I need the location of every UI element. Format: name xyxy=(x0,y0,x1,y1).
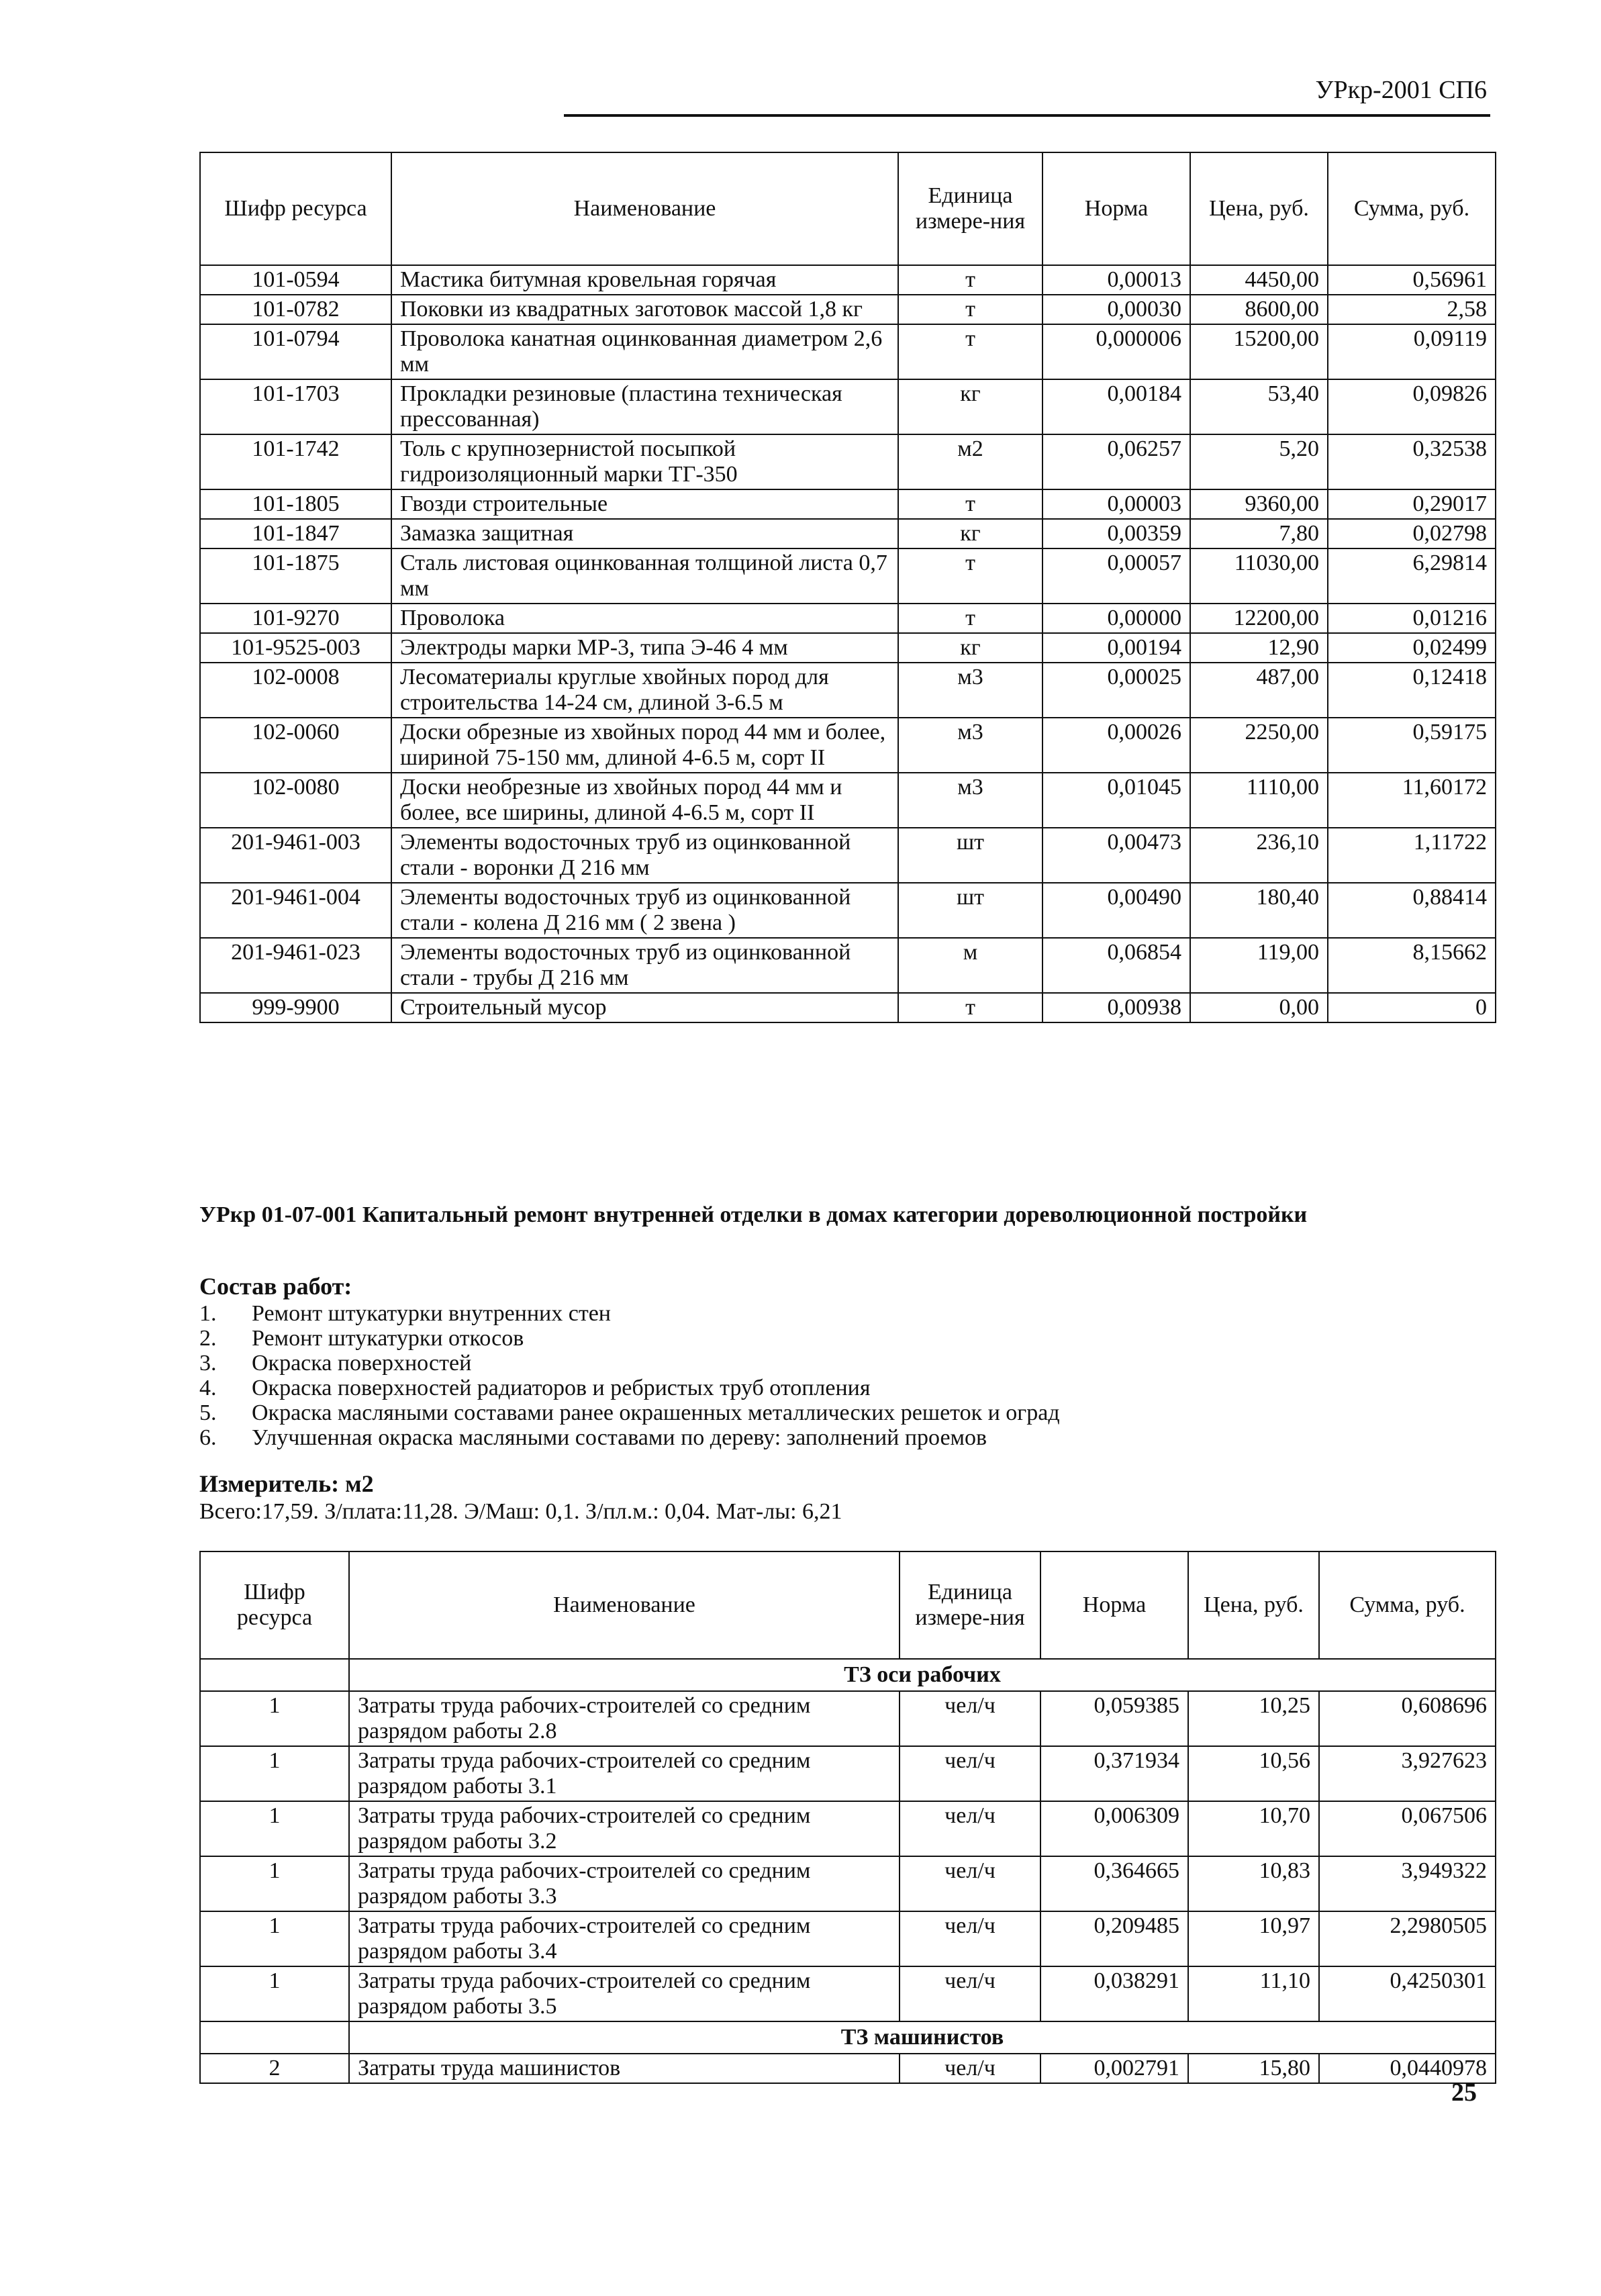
cell-sum: 0,02499 xyxy=(1328,633,1496,663)
cell-name: Затраты труда рабочих-строителей со средним разрядом работы 3.5 xyxy=(349,1966,900,2021)
column-header-price: Цена, руб. xyxy=(1188,1551,1319,1659)
cell-code: 102-0008 xyxy=(200,663,391,718)
cell-sum: 0,32538 xyxy=(1328,434,1496,489)
cell-norm: 0,00030 xyxy=(1042,295,1190,324)
cell-price: 487,00 xyxy=(1190,663,1328,718)
cell-sum: 0,4250301 xyxy=(1319,1966,1496,2021)
cell-sum: 0,01216 xyxy=(1328,604,1496,633)
column-header-code: Шифр ресурса xyxy=(200,1551,349,1659)
cell-code: 1 xyxy=(200,1801,349,1856)
group-spacer-cell xyxy=(200,2021,349,2054)
cell-price: 1110,00 xyxy=(1190,773,1328,828)
cell-sum: 0,02798 xyxy=(1328,519,1496,548)
column-header-norm: Норма xyxy=(1042,152,1190,265)
cell-unit: м xyxy=(898,938,1042,993)
table-row xyxy=(200,773,1496,828)
cell-unit: кг xyxy=(898,633,1042,663)
cell-name: Поковки из квадратных заготовок массой 1,8 кг xyxy=(391,295,898,324)
group-row xyxy=(200,1659,1496,1691)
cell-price: 10,70 xyxy=(1188,1801,1319,1856)
cell-price: 10,97 xyxy=(1188,1911,1319,1966)
column-header-sum: Сумма, руб. xyxy=(1328,152,1496,265)
cell-norm: 0,06854 xyxy=(1042,938,1190,993)
group-title: ТЗ оси рабочих xyxy=(349,1659,1496,1691)
cell-name: Затраты труда рабочих-строителей со средним разрядом работы 3.2 xyxy=(349,1801,900,1856)
cell-unit: т xyxy=(898,604,1042,633)
cell-sum: 0,608696 xyxy=(1319,1691,1496,1746)
table-row xyxy=(200,1801,1496,1856)
cell-code: 201-9461-004 xyxy=(200,883,391,938)
work-item xyxy=(199,1326,1060,1351)
column-header-sum: Сумма, руб. xyxy=(1319,1551,1496,1659)
resources-table xyxy=(199,152,1496,1023)
cell-code: 1 xyxy=(200,1966,349,2021)
cell-price: 15200,00 xyxy=(1190,324,1328,379)
cell-code: 101-0594 xyxy=(200,265,391,295)
table-row xyxy=(200,993,1496,1022)
work-item-text: Окраска поверхностей радиаторов и ребристых труб отопления xyxy=(252,1376,871,1400)
cell-code: 101-1742 xyxy=(200,434,391,489)
column-header-price: Цена, руб. xyxy=(1190,152,1328,265)
table-row xyxy=(200,633,1496,663)
cell-unit: м3 xyxy=(898,773,1042,828)
group-row xyxy=(200,2021,1496,2054)
cell-sum: 0,067506 xyxy=(1319,1801,1496,1856)
cell-norm: 0,06257 xyxy=(1042,434,1190,489)
works-heading: Состав работ: xyxy=(199,1273,352,1300)
table-row xyxy=(200,828,1496,883)
cell-unit: чел/ч xyxy=(900,1801,1040,1856)
cell-code: 102-0080 xyxy=(200,773,391,828)
cell-norm: 0,00194 xyxy=(1042,633,1190,663)
measure-unit: Измеритель: м2 xyxy=(199,1470,374,1497)
cell-norm: 0,00003 xyxy=(1042,489,1190,519)
cell-name: Лесоматериалы круглые хвойных пород для строительства 14-24 см, длиной 3-6.5 м xyxy=(391,663,898,718)
cell-price: 12,90 xyxy=(1190,633,1328,663)
work-item-text: Улучшенная окраска масляными составами по дереву: заполнений проемов xyxy=(252,1425,987,1450)
cell-unit: т xyxy=(898,489,1042,519)
labor-table xyxy=(199,1551,1496,2084)
cell-norm: 0,006309 xyxy=(1040,1801,1188,1856)
table-row xyxy=(200,1911,1496,1966)
cell-unit: т xyxy=(898,324,1042,379)
cell-sum: 0,88414 xyxy=(1328,883,1496,938)
cell-price: 8600,00 xyxy=(1190,295,1328,324)
group-spacer-cell xyxy=(200,1659,349,1691)
cell-sum: 11,60172 xyxy=(1328,773,1496,828)
cell-sum: 0,56961 xyxy=(1328,265,1496,295)
works-list xyxy=(199,1301,1060,1450)
work-item-number: 1. xyxy=(199,1301,217,1326)
table-row xyxy=(200,519,1496,548)
cell-sum: 2,2980505 xyxy=(1319,1911,1496,1966)
cell-norm: 0,00184 xyxy=(1042,379,1190,434)
cell-sum: 2,58 xyxy=(1328,295,1496,324)
cell-code: 101-1703 xyxy=(200,379,391,434)
cell-code: 102-0060 xyxy=(200,718,391,773)
table-row xyxy=(200,548,1496,604)
cell-norm: 0,00000 xyxy=(1042,604,1190,633)
table-row xyxy=(200,2054,1496,2083)
cell-sum: 0 xyxy=(1328,993,1496,1022)
cell-code: 101-9270 xyxy=(200,604,391,633)
cell-name: Элементы водосточных труб из оцинкованной стали - колена Д 216 мм ( 2 звена ) xyxy=(391,883,898,938)
table-row xyxy=(200,434,1496,489)
cell-unit: чел/ч xyxy=(900,1691,1040,1746)
cell-code: 999-9900 xyxy=(200,993,391,1022)
cell-code: 1 xyxy=(200,1691,349,1746)
cell-name: Затраты труда рабочих-строителей со средним разрядом работы 3.3 xyxy=(349,1856,900,1911)
cell-price: 11030,00 xyxy=(1190,548,1328,604)
table-row xyxy=(200,1746,1496,1801)
work-item-number: 3. xyxy=(199,1351,217,1376)
cell-unit: чел/ч xyxy=(900,1966,1040,2021)
section-title: УРкр 01-07-001 Капитальный ремонт внутренней отделки в домах категории дореволюционной постройки xyxy=(199,1202,1308,1227)
cell-sum: 8,15662 xyxy=(1328,938,1496,993)
cell-price: 11,10 xyxy=(1188,1966,1319,2021)
work-item xyxy=(199,1400,1060,1425)
cell-unit: кг xyxy=(898,519,1042,548)
cell-unit: чел/ч xyxy=(900,1856,1040,1911)
work-item xyxy=(199,1301,1060,1326)
cell-price: 53,40 xyxy=(1190,379,1328,434)
table-row xyxy=(200,1856,1496,1911)
column-header-name: Наименование xyxy=(391,152,898,265)
cell-code: 101-1805 xyxy=(200,489,391,519)
work-item-number: 5. xyxy=(199,1400,217,1425)
table-row xyxy=(200,883,1496,938)
cell-code: 1 xyxy=(200,1856,349,1911)
cell-name: Проволока xyxy=(391,604,898,633)
cell-norm: 0,00057 xyxy=(1042,548,1190,604)
cell-name: Прокладки резиновые (пластина техническая прессованная) xyxy=(391,379,898,434)
cell-name: Доски необрезные из хвойных пород 44 мм и более, все ширины, длиной 4-6.5 м, сорт II xyxy=(391,773,898,828)
work-item-text: Ремонт штукатурки откосов xyxy=(252,1326,524,1351)
work-item xyxy=(199,1376,1060,1400)
table-row xyxy=(200,938,1496,993)
labor-table-body xyxy=(200,1659,1496,2083)
cell-name: Элементы водосточных труб из оцинкованной стали - трубы Д 216 мм xyxy=(391,938,898,993)
cell-norm: 0,00938 xyxy=(1042,993,1190,1022)
work-item xyxy=(199,1351,1060,1376)
cell-unit: т xyxy=(898,993,1042,1022)
work-item-text: Ремонт штукатурки внутренних стен xyxy=(252,1301,611,1326)
cell-code: 101-0782 xyxy=(200,295,391,324)
cell-price: 12200,00 xyxy=(1190,604,1328,633)
cell-name: Электроды марки МР-3, типа Э-46 4 мм xyxy=(391,633,898,663)
resources-table-body xyxy=(200,265,1496,1022)
cell-price: 2250,00 xyxy=(1190,718,1328,773)
cost-totals: Всего:17,59. З/плата:11,28. Э/Маш: 0,1. З/пл.м.: 0,04. Мат-лы: 6,21 xyxy=(199,1499,842,1524)
cell-name: Затраты труда рабочих-строителей со средним разрядом работы 3.4 xyxy=(349,1911,900,1966)
cell-unit: т xyxy=(898,548,1042,604)
cell-sum: 1,11722 xyxy=(1328,828,1496,883)
cell-name: Затраты труда рабочих-строителей со средним разрядом работы 2.8 xyxy=(349,1691,900,1746)
work-item-text: Окраска поверхностей xyxy=(252,1351,472,1376)
cell-norm: 0,00026 xyxy=(1042,718,1190,773)
column-header-unit: Единица измере-ния xyxy=(900,1551,1040,1659)
table-row xyxy=(200,604,1496,633)
cell-code: 101-1847 xyxy=(200,519,391,548)
cell-norm: 0,01045 xyxy=(1042,773,1190,828)
cell-name: Гвозди строительные xyxy=(391,489,898,519)
cell-unit: чел/ч xyxy=(900,2054,1040,2083)
cell-norm: 0,038291 xyxy=(1040,1966,1188,2021)
cell-code: 201-9461-003 xyxy=(200,828,391,883)
cell-sum: 3,949322 xyxy=(1319,1856,1496,1911)
column-header-code: Шифр ресурса xyxy=(200,152,391,265)
cell-norm: 0,000006 xyxy=(1042,324,1190,379)
cell-name: Элементы водосточных труб из оцинкованной стали - воронки Д 216 мм xyxy=(391,828,898,883)
cell-unit: кг xyxy=(898,379,1042,434)
cell-code: 101-9525-003 xyxy=(200,633,391,663)
cell-name: Доски обрезные из хвойных пород 44 мм и более, шириной 75-150 мм, длиной 4-6.5 м, сорт II xyxy=(391,718,898,773)
cell-name: Строительный мусор xyxy=(391,993,898,1022)
column-header-norm: Норма xyxy=(1040,1551,1188,1659)
cell-unit: чел/ч xyxy=(900,1746,1040,1801)
cell-norm: 0,364665 xyxy=(1040,1856,1188,1911)
table-header-row xyxy=(200,152,1496,265)
cell-norm: 0,002791 xyxy=(1040,2054,1188,2083)
cell-norm: 0,00025 xyxy=(1042,663,1190,718)
cell-name: Проволока канатная оцинкованная диаметром 2,6 мм xyxy=(391,324,898,379)
page-number: 25 xyxy=(1451,2078,1477,2107)
table-row xyxy=(200,379,1496,434)
cell-code: 1 xyxy=(200,1746,349,1801)
table-header-row xyxy=(200,1551,1496,1659)
cell-price: 119,00 xyxy=(1190,938,1328,993)
column-header-unit: Единица измере-ния xyxy=(898,152,1042,265)
cell-sum: 6,29814 xyxy=(1328,548,1496,604)
cell-price: 9360,00 xyxy=(1190,489,1328,519)
cell-norm: 0,00473 xyxy=(1042,828,1190,883)
cell-price: 15,80 xyxy=(1188,2054,1319,2083)
cell-sum: 0,0440978 xyxy=(1319,2054,1496,2083)
cell-sum: 0,12418 xyxy=(1328,663,1496,718)
cell-code: 201-9461-023 xyxy=(200,938,391,993)
table-row xyxy=(200,1966,1496,2021)
cell-unit: м3 xyxy=(898,718,1042,773)
cell-unit: м3 xyxy=(898,663,1042,718)
cell-price: 7,80 xyxy=(1190,519,1328,548)
cell-name: Замазка защитная xyxy=(391,519,898,548)
table-row xyxy=(200,489,1496,519)
cell-sum: 0,09826 xyxy=(1328,379,1496,434)
document-code: УРкр-2001 СП6 xyxy=(1315,76,1487,104)
column-header-name: Наименование xyxy=(349,1551,900,1659)
cell-price: 0,00 xyxy=(1190,993,1328,1022)
group-title: ТЗ машинистов xyxy=(349,2021,1496,2054)
cell-price: 5,20 xyxy=(1190,434,1328,489)
cell-norm: 0,00490 xyxy=(1042,883,1190,938)
cell-unit: м2 xyxy=(898,434,1042,489)
cell-price: 10,25 xyxy=(1188,1691,1319,1746)
cell-price: 10,83 xyxy=(1188,1856,1319,1911)
cell-unit: шт xyxy=(898,883,1042,938)
cell-name: Мастика битумная кровельная горячая xyxy=(391,265,898,295)
cell-name: Затраты труда машинистов xyxy=(349,2054,900,2083)
cell-code: 2 xyxy=(200,2054,349,2083)
cell-norm: 0,371934 xyxy=(1040,1746,1188,1801)
table-row xyxy=(200,265,1496,295)
cell-unit: т xyxy=(898,265,1042,295)
cell-unit: чел/ч xyxy=(900,1911,1040,1966)
cell-norm: 0,209485 xyxy=(1040,1911,1188,1966)
cell-unit: т xyxy=(898,295,1042,324)
cell-name: Затраты труда рабочих-строителей со средним разрядом работы 3.1 xyxy=(349,1746,900,1801)
cell-sum: 0,59175 xyxy=(1328,718,1496,773)
cell-norm: 0,00013 xyxy=(1042,265,1190,295)
work-item-number: 2. xyxy=(199,1326,217,1351)
work-item-text: Окраска масляными составами ранее окрашенных металлических решеток и оград xyxy=(252,1400,1060,1425)
table-row xyxy=(200,295,1496,324)
table-row xyxy=(200,1691,1496,1746)
cell-unit: шт xyxy=(898,828,1042,883)
table-row xyxy=(200,324,1496,379)
cell-price: 10,56 xyxy=(1188,1746,1319,1801)
cell-sum: 3,927623 xyxy=(1319,1746,1496,1801)
header-rule xyxy=(564,114,1490,117)
work-item-number: 4. xyxy=(199,1376,217,1400)
cell-norm: 0,00359 xyxy=(1042,519,1190,548)
cell-sum: 0,29017 xyxy=(1328,489,1496,519)
cell-code: 101-0794 xyxy=(200,324,391,379)
cell-name: Толь с крупнозернистой посыпкой гидроизоляционный марки ТГ-350 xyxy=(391,434,898,489)
cell-price: 236,10 xyxy=(1190,828,1328,883)
cell-norm: 0,059385 xyxy=(1040,1691,1188,1746)
cell-name: Сталь листовая оцинкованная толщиной листа 0,7 мм xyxy=(391,548,898,604)
cell-price: 4450,00 xyxy=(1190,265,1328,295)
table-row xyxy=(200,663,1496,718)
cell-code: 1 xyxy=(200,1911,349,1966)
cell-price: 180,40 xyxy=(1190,883,1328,938)
work-item xyxy=(199,1425,1060,1450)
table-row xyxy=(200,718,1496,773)
cell-code: 101-1875 xyxy=(200,548,391,604)
cell-sum: 0,09119 xyxy=(1328,324,1496,379)
work-item-number: 6. xyxy=(199,1425,217,1450)
